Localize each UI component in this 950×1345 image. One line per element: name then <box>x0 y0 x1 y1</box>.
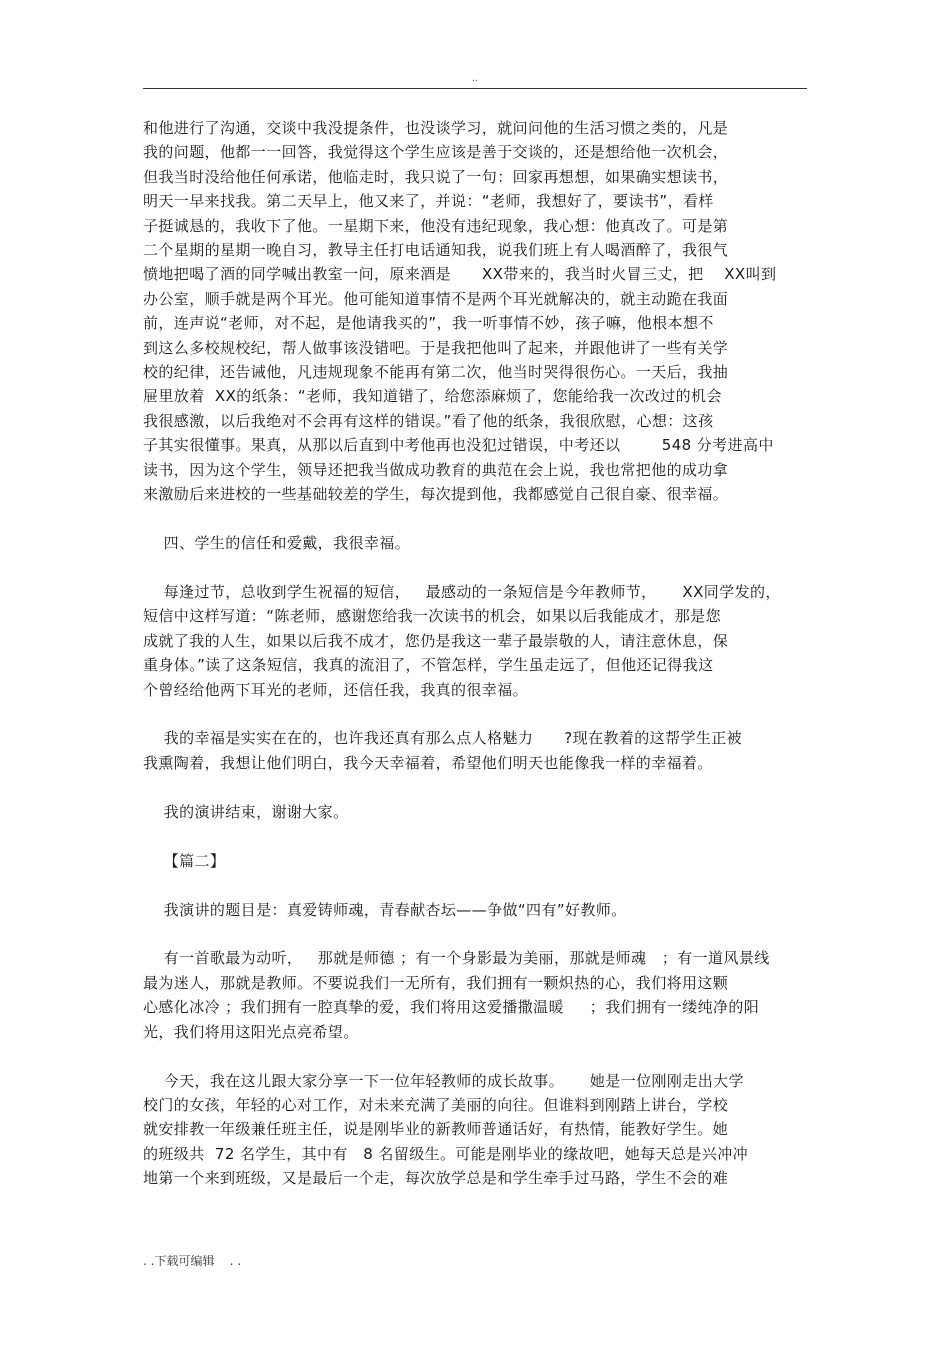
text-line: 有一首歌最为动听， 那就是师德 ；有一个身影最为美丽，那就是师魂 ；有一道风景线 <box>143 949 770 968</box>
text-line: 我的问题，他都一一回答，我觉得这个学生应该是善于交谈的，还是想给他一次机会， <box>143 143 729 162</box>
text-line: 个曾经给他两下耳光的老师，还信任我，我真的很幸福。 <box>143 680 529 699</box>
text-line: 四、学生的信任和爱戴，我很幸福。 <box>143 534 411 552</box>
header-rule <box>143 88 807 89</box>
text-line: 心感化冰冷 ；我们拥有一腔真挚的爱，我们将用这爱播撒温暖 ；我们拥有一缕纯净的阳 <box>143 998 760 1017</box>
text-line: 子挺诚恳的，我收下了他。一星期下来，他没有违纪现象，我心想：他真改了。可是第 <box>143 216 729 235</box>
text-line: 和他进行了沟通，交谈中我没提条件，也没谈学习，就问问他的生活习惯之类的，凡是 <box>143 119 729 137</box>
text-line: 前，连声说“老师，对不起，是他请我买的”，我一听事情不妙，孩子嘛，他根本想不 <box>143 314 714 333</box>
paragraph <box>143 531 813 555</box>
paragraph <box>143 800 813 824</box>
text-line: 最为迷人，那就是教师。不要说我们一无所有，我们拥有一颗炽热的心，我们将用这颗 <box>143 973 729 992</box>
paragraph <box>143 946 813 1044</box>
text-line: 我的幸福是实实在在的，也许我还真有那么点人格魅力 ?现在教着的这帮学生正被 <box>143 729 743 748</box>
paragraph-gap <box>143 873 813 898</box>
text-line: 的班级共 72 名学生，其中有 8 名留级生。可能是刚毕业的缘故吧，她每天总是兴冲冲 <box>143 1144 749 1163</box>
text-line: 就安排教一年级兼任班主任，说是刚毕业的新教师普通话好，有热情，能教好学生。她 <box>143 1120 729 1139</box>
paragraph <box>143 1069 813 1191</box>
paragraph <box>143 898 813 922</box>
document-body <box>143 116 813 1191</box>
text-line: 重身体。”读了这条短信，我真的流泪了，不管怎样，学生虽走远了，但他还记得我这 <box>143 656 714 675</box>
text-line: 读书，因为这个学生，领导还把我当做成功教育的典范在会上说，我也常把他的成功拿 <box>143 460 729 479</box>
paragraph <box>143 116 813 507</box>
text-line: 每逢过节，总收到学生祝福的短信， 最感动的一条短信是今年教师节， XX同学发的， <box>143 582 781 601</box>
paragraph-gap <box>143 824 813 849</box>
text-line: 来激励后来进校的一些基础较差的学生，每次提到他，我都感觉自己很自豪、很幸福。 <box>143 485 729 504</box>
text-line: 地第一个来到班级，又是最后一个走，每次放学总是和学生牵手过马路，学生不会的难 <box>143 1169 729 1188</box>
text-line: 【篇二】 <box>143 851 226 870</box>
text-line: 我的演讲结束，谢谢大家。 <box>143 802 349 821</box>
text-line: 我演讲的题目是：真爱铸师魂，青春献杏坛——争做“四有”好教师。 <box>143 900 627 919</box>
text-line: 但我当时没给他任何承诺，他临走时，我只说了一句：回家再想想，如果确实想读书， <box>143 167 729 186</box>
text-line: 我很感激，以后我绝对不会再有这样的错误。”看了他的纸条，我很欣慰，心想：这孩 <box>143 411 714 430</box>
text-line: 子其实很懂事。果真，从那以后直到中考他再也没犯过错误，中考还以 548 分考进高中 <box>143 436 774 455</box>
paragraph <box>143 849 813 873</box>
text-line: 光，我们将用这阳光点亮希望。 <box>143 1022 359 1041</box>
text-line: 我熏陶着，我想让他们明白，我今天幸福着，希望他们明天也能像我一样的幸福着。 <box>143 753 713 772</box>
text-line: 成就了我的人生，如果以后我不成才，您仍是我这一辈子最崇敬的人，请注意休息，保 <box>143 631 729 650</box>
text-line: 屉里放着 XX的纸条：“老师，我知道错了，给您添麻烦了，您能给我一次改过的机会 <box>143 387 722 406</box>
footer-text: . .下载可编辑 . . <box>143 1254 242 1268</box>
paragraph-gap <box>143 507 813 532</box>
text-line: 校的纪律，还告诫他，凡违规现象不能再有第二次，他当时哭得很伤心。一天后，我抽 <box>143 363 729 382</box>
text-line: 到这么多校规校纪，帮人做事该没错吧。于是我把他叫了起来，并跟他讲了一些有关学 <box>143 338 729 357</box>
text-line: 办公室，顺手就是两个耳光。他可能知道事情不是两个耳光就解决的，就主动跪在我面 <box>143 289 729 308</box>
header-dots: .. <box>471 73 479 84</box>
paragraph <box>143 580 813 702</box>
paragraph-gap <box>143 922 813 947</box>
paragraph-gap <box>143 555 813 580</box>
text-line: 二个星期的星期一晚自习，教导主任打电话通知我，说我们班上有人喝酒醉了，我很气 <box>143 241 729 260</box>
paragraph-gap <box>143 775 813 800</box>
paragraph-gap <box>143 702 813 727</box>
text-line: 愤地把喝了酒的同学喊出教室一问，原来酒是 XX带来的，我当时火冒三丈，把 XX叫到 <box>143 265 777 284</box>
text-line: 今天，我在这儿跟大家分享一下一位年轻教师的成长故事。 她是一位刚刚走出大学 <box>143 1071 744 1090</box>
text-line: 明天一早来找我。第二天早上，他又来了，并说：“老师，我想好了，要读书”，看样 <box>143 192 714 211</box>
paragraph-gap <box>143 1044 813 1069</box>
paragraph <box>143 726 813 775</box>
text-line: 校门的女孩，年轻的心对工作，对未来充满了美丽的向往。但谁料到刚踏上讲台，学校 <box>143 1096 729 1114</box>
text-line: 短信中这样写道：“陈老师，感谢您给我一次读书的机会，如果以后我能成才，那是您 <box>143 607 721 626</box>
